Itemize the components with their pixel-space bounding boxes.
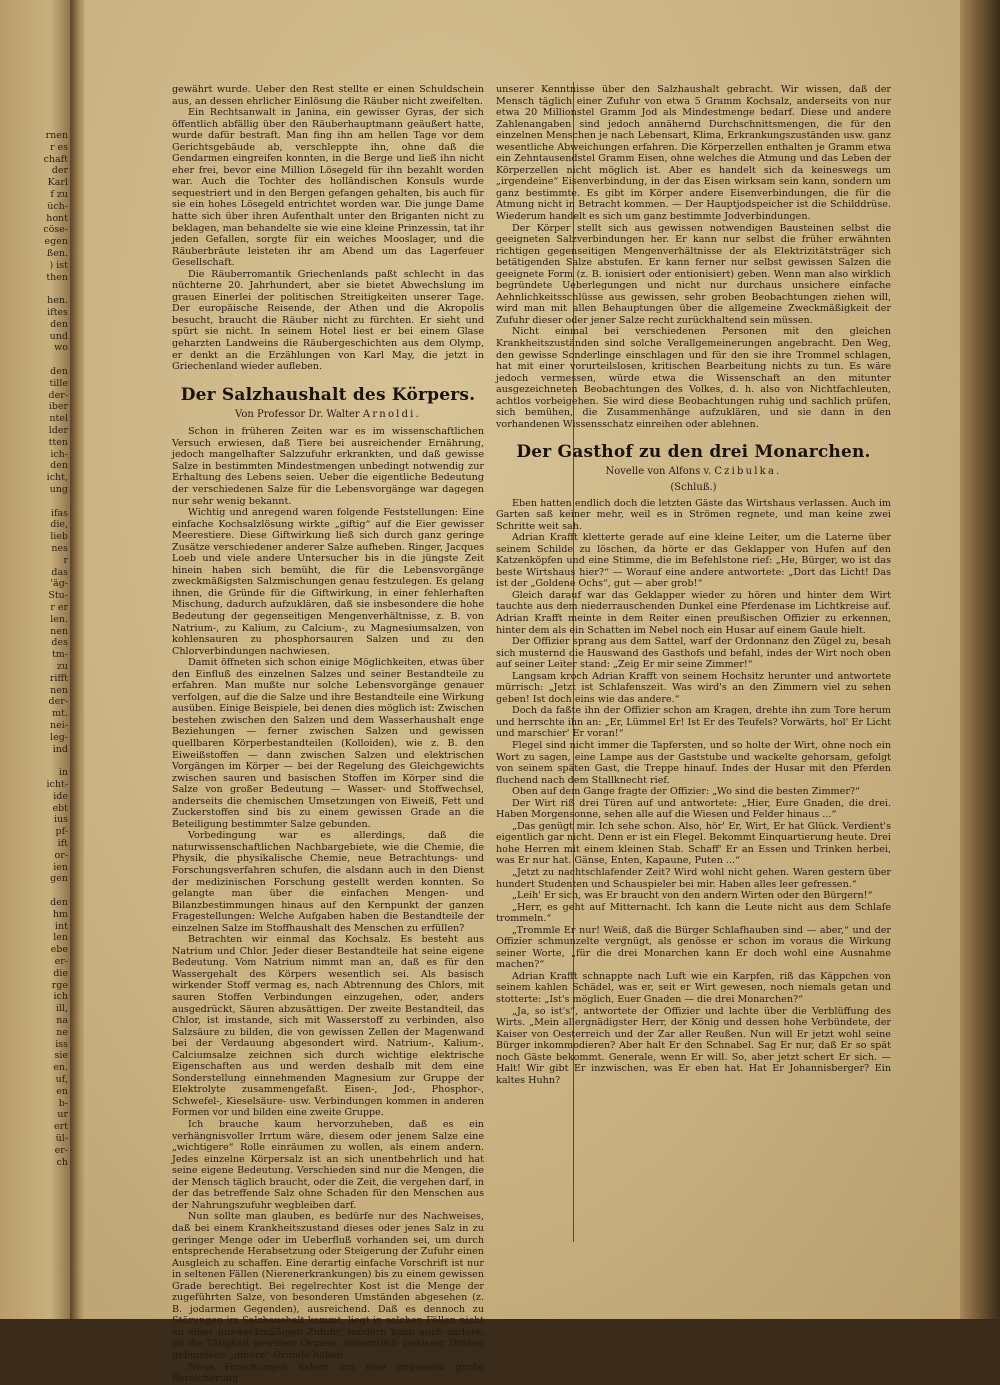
- margin-fragment: ung: [49, 484, 68, 495]
- margin-fragment: tm-: [51, 649, 68, 661]
- article-byline: [172, 409, 484, 421]
- paragraph: Die Räuberromantik Griechenlands paßt schlecht in das nüchterne 20. Jahrhundert, aber sie bietet Abwechslung im grauen Einerlei der politischen Streitigkeiten unserer Tage. Der europäische Reisende, der Athen und die Akropolis besucht, braucht die Räuber nicht zu fürchten. Er sieht und spürt sie nicht. In seinem Hotel liest er bei einem Glase geharzten Landweins die Räubergeschichten aus dem Olymp, er denkt an die Erzählungen von Karl May, die jetzt in Griechenland wieder aufleben.: [172, 268, 484, 373]
- margin-fragment: ift: [57, 838, 68, 849]
- margin-fragment: b-: [58, 1097, 68, 1109]
- byline-prefix: Von Professor Dr. Walter: [235, 408, 360, 420]
- margin-fragment: nen: [50, 684, 68, 696]
- margin-fragment: pf-: [55, 826, 68, 838]
- margin-fragment: der: [51, 165, 68, 177]
- margin-fragment: 'äg-: [50, 578, 68, 590]
- margin-fragment: ßen.: [46, 248, 68, 259]
- margin-fragment: nei-: [50, 720, 68, 731]
- margin-fragment: ert: [54, 1121, 68, 1133]
- margin-fragment: r es: [49, 141, 68, 153]
- story-title-gasthof: Der Gasthof zu den drei Monarchen.: [516, 442, 871, 463]
- margin-fragment: der-: [48, 389, 68, 401]
- story-paragraph: Doch da faßte ihn der Offizier schon am Kragen, drehte ihn zum Tore herum und herrschte ihn an: „Er, Lümmel Er! Ist Er des Teufels? Vorwärts, hol' Er Licht und marschier' Er voran!“: [496, 705, 891, 740]
- margin-fragment: uf,: [55, 1074, 68, 1085]
- margin-fragment: der-: [48, 696, 68, 708]
- margin-fragment: int: [55, 920, 68, 932]
- story-subtitle: [496, 466, 891, 478]
- margin-fragment: then: [46, 271, 68, 283]
- margin-fragment: ide: [53, 790, 68, 802]
- margin-fragment: ebt: [52, 802, 68, 814]
- story-paragraph: Adrian Krafft schnappte nach Luft wie ein Karpfen, riß das Käppchen von seinem kahlen Schädel, was er, seit er Wirt gewesen, noch niemals getan und stotterte: „Ist's möglich, Euer Gnaden — die drei Monarchen?“: [496, 970, 891, 1006]
- paragraph: Vorbedingung war es allerdings, daß die naturwissenschaftlichen Nachbargebiete, wie die Chemie, die Physik, die physikalische Chemie, neue Betrachtungs- und Forschungsverfahren schufen, die alsdann auch in den Dienst der medizinischen Forschung gestellt werden konnten. So gelangte man über die einfachen Mengen- und Bilanzbestimmungen hinaus auf den Kernpunkt der ganzen Fragestellungen: Welche Aufgaben haben die Bestandteile der einzelnen Salze im Stoffhaushalt des Menschen zu erfüllen?: [172, 830, 484, 934]
- margin-fragment: ur: [57, 1109, 68, 1121]
- margin-fragment: en.: [53, 1062, 68, 1074]
- byline-author: Arnoldi.: [362, 408, 421, 420]
- margin-fragment: er-: [54, 956, 68, 967]
- paragraph: Nicht einmal bei verschiedenen Personen mit den gleichen Krankheitszuständen sind solche Verallgemeinerungen angebracht. Den Weg, den gewisse Sonderlinge einschlagen und für den sie ihre Trommel schlagen, hat mit einer vorurteilslosen, kritischen Bearbeitung nichts zu tun. Es wäre jedoch vermessen, würde etwa die Wissenschaft an den mitunter ausgezeichneten Beobachtungen des Volkes, d. h. also von Nichtfachleuten, achtlos vorbeigehen. Sie wird diese Beobachtungen ruhig und sachlich prüfen, sich bemühen, die Zusammenhänge aufzuklären, und sie dann in den vorhandenen Wissensschatz einreihen oder ablehnen.: [496, 326, 891, 430]
- right-column: [496, 84, 891, 1234]
- story-sub-prefix: Novelle von Alfons v.: [605, 466, 712, 478]
- paragraph: Ich brauche kaum hervorzuheben, daß es ein verhängnisvoller Irrtum wäre, diesem oder jenem Salze eine „wichtigere“ Rolle einräumen zu wollen, als einem andern. Jedes einzelne Körpersalz ist an sich unentbehrlich und hat seine eigene Bedeutung. Verschieden sind nur die Mengen, die der Mensch täglich braucht, oder die Zeit, die vergehen darf, in der das betreffende Salz ohne Schaden für den Menschen aus der Nahrungszufuhr wegbleiben darf.: [172, 1119, 484, 1211]
- margin-fragment: na: [56, 1015, 68, 1026]
- margin-fragment: r: [63, 554, 68, 566]
- story-conclusion-note: (Schluß.): [670, 481, 717, 493]
- margin-fragment: wo: [54, 342, 68, 354]
- margin-fragment: iber: [48, 401, 68, 413]
- story-paragraph: „Ja, so ist's“, antwortete der Offizier und lachte über die Verblüffung des Wirts. „Mein allergnädigster Herr, der König und dessen hohe Verbündete, der Kaiser von Oesterreich und der Zar aller Reußen. Nun will Er jetzt wohl seine Bürger inkommodieren? Aber halt Er den Schnabel. Sag Er nur, daß Er so spät noch Gäste bekommt. Generale, wenn Er will. So, aber jetzt schert Er sich. — Halt! Wir gibt Er inzwischen, was Er eben hat. Hat Er Johannisberger? Ein kaltes Huhn?: [496, 1005, 891, 1086]
- margin-fragment: nes: [51, 543, 68, 554]
- newspaper-page: [84, 0, 960, 1385]
- story-paragraph: „Jetzt zu nachtschlafender Zeit? Wird wohl nicht gehen. Waren gestern über hundert Studenten und Schauspieler bei mir. Haben alles leer gefressen.“: [496, 867, 891, 890]
- paragraph: Betrachten wir einmal das Kochsalz. Es besteht aus Natrium und Chlor. Jeder dieser Bestandteile hat seine eigene Bedeutung. Vom Natrium nimmt man an, daß es für den Wassergehalt des Körpers wesentlich sei. Als basisch wirkender Stoff vermag es, nach Abtrennung des Chlors, mit sauren Stoffen Verbindungen einzugehen, oder, anders ausgedrückt, Säuren abzusättigen. Der zweite Bestandteil, das Chlor, ist imstande, sich mit Wasserstoff zu verbinden, also Salzsäure zu bilden, die von gewissen Zellen der Magenwand bei der Verdauung abgesondert wird. Natrium-, Kalium-, Calciumsalze zeichnen sich durch wichtige elektrische Eigenschaften aus und werden deshalb mit dem eine Sonderstellung einnehmenden Magnesium zur Gruppe der Elektrolyte zusammengefaßt. Eisen-, Jod-, Phosphor-, Schwefel-, Kieselsäure- usw. Verbindungen kommen in anderen Formen vor und bilden eine zweite Gruppe.: [172, 934, 484, 1119]
- story-paragraph: Gleich darauf war das Geklapper wieder zu hören und hinter dem Wirt tauchte aus dem niederrauschenden Dunkel eine Pferdenase im Lichtkreise auf. Adrian Krafft meinte in dem Reiter einen preußischen Offizier zu erkennen, hinter dem als ein Schatten im Nebel noch ein Husar auf einem Gaule hielt.: [496, 589, 891, 636]
- margin-fragment: hont: [46, 212, 68, 224]
- story-paragraph: Adrian Krafft kletterte gerade auf eine kleine Leiter, um die Laterne über seinem Schilde zu löschen, da hörte er das Geklapper von Hufen auf den Katzenköpfen und eine Stimme, die im Befehlstone rief: „He, Bürger, wo ist das beste Wirtshaus hier?“ — Worauf eine andere antwortete: „Dort das Licht! Das ist der „Goldene Ochs“, gut — aber grob!“: [496, 532, 891, 590]
- margin-fragment: cöse-: [43, 224, 68, 236]
- paragraph: unserer Kenntnisse über den Salzhaushalt gebracht. Wir wissen, daß der Mensch täglich einer Zufuhr von etwa 5 Gramm Kochsalz, anderseits von nur etwa 20 Millionstel Gramm Jod als Mindestmenge bedarf. Diese und andere Zahlenangaben sind jedoch annähernd Durchschnittsmengen, die für den einzelnen Menschen je nach Lebensart, Klima, Erkrankungszuständen usw. ganz wesentliche Abweichungen erfahren. Die Körperzellen enthalten je Gramm etwa ein Zehntausendstel Gramm Eisen, ohne welches die Atmung und das Leben der Körperzellen nicht möglich ist. Aber es handelt sich da keineswegs um „irgendeine“ Eisenverbindung, in der das Eisen wirksam sein kann, sondern um ganz bestimmte. Es gibt im Körper andere Eisenverbindungen, die für die Atmung nicht in Betracht kommen. — Der Hauptjodspeicher ist die Schilddrüse. Wiederum handelt es sich um ganz bestimmte Jodverbindungen.: [496, 84, 891, 223]
- margin-fragment: Karl: [47, 177, 68, 189]
- story-author: Czibulka.: [714, 466, 782, 478]
- story-paragraph: „Trommle Er nur! Weiß, daß die Bürger Schlafhauben sind — aber,“ und der Offizier schmunzelte vergnügt, als genösse er schon im voraus die Wirkung seiner Worte, „für die drei Monarchen kann Er doch wohl eine Ausnahme machen?“: [496, 924, 891, 971]
- margin-fragment: die,: [50, 519, 68, 531]
- margin-fragment: zu: [56, 661, 68, 672]
- story-paragraph: „Das genügt mir. Ich sehe schon. Also, hör' Er, Wirt, Er hat Glück. Verdient's eigentlich gar nicht. Denn er ist ein Flegel. Bekommt Einquartierung heute. Drei hohe Herren mit einem kleinen Stab. Schaff' Er an Essen und Trinken herbei, was Er nur hat. Gänse, Enten, Kapaune, Puten ...“: [496, 820, 891, 867]
- margin-fragment: ind: [52, 743, 68, 755]
- margin-fragment: das: [51, 566, 68, 578]
- story-paragraph: Langsam kroch Adrian Krafft von seinem Hochsitz herunter und antwortete mürrisch: „Jetzt ist Schlafenszeit. Was wird's an den Zimmern viel zu sehen geben! Ist doch eins wie das andere.“: [496, 670, 891, 705]
- margin-fragment: ne: [56, 1026, 68, 1038]
- margin-fragment: den: [50, 897, 68, 908]
- margin-fragment: iss: [55, 1038, 68, 1050]
- margin-fragment: ifas: [50, 507, 68, 519]
- margin-fragment: lder: [48, 425, 68, 436]
- margin-fragment: ) ist: [49, 259, 68, 271]
- paragraph: Wichtig und anregend waren folgende Feststellungen: Eine einfache Kochsalzlösung wirkte „giftig“ auf die Eier gewisser Meerestiere. Diese Giftwirkung ließ sich durch ganz geringe Zusätze verschiedener anderer Salze aufheben. Ringer, Jacques Loeb und viele andere Untersucher bis in die jüngste Zeit hinein haben sich bemüht, die für die Lebensvorgänge zweckmäßigsten Salzmischungen genau festzulegen. Es gelang ihnen, die Gründe für die Giftwirkung, in einer fehlerhaften Mischung, dadurch aufzuklären, daß sie insbesondere die hohe Bedeutung der gegenseitigen Mengenverhältnisse, z. B. von Natrium-, zu Kalium, zu Calcium-, zu Magnesiumsalzen, von kohlensauren zu phosphorsauren Salzen und zu den Chlorverbindungen nachwiesen.: [172, 507, 484, 657]
- margin-fragment: Stu-: [48, 590, 68, 602]
- margin-fragment: tten: [48, 436, 68, 448]
- margin-fragment: chaft: [43, 153, 68, 165]
- margin-fragment: hen.: [47, 295, 68, 307]
- margin-fragment: rnen: [45, 130, 68, 141]
- margin-fragment: len: [53, 932, 68, 944]
- paragraph: Damit öffneten sich schon einige Möglichkeiten, etwas über den Einfluß des einzelnen Salzes und seiner Bestandteile zu erfahren. Man mußte nur solche Lebensvorgänge genauer verfolgen, auf die die Salze und ihre Bestandteile eine Wirkung ausüben. Einige Beispiele, bei denen dies möglich ist: Zwischen bestehen zwischen den Salzen und dem Wasserhaushalt enge Beziehungen — ferner zwischen Salzen und gewissen quellbaren Körperbestandteilen (Kolloiden), wie z. B. den Eiweißstoffen — dann zwischen Salzen und elektrischen Vorgängen im Körper — bei der Regelung des Gleichgewichts zwischen sauren und basischen Stoffen im Körper sind die Salze von großer Bedeutung — Wasser- und Stoffwechsel, anderseits die chemischen Umsetzungen von Eiweiß, Fett und Zuckerstoffen sind bis zu einem gewissen Grade an die Beteiligung bestimmter Salze gebunden.: [172, 657, 484, 830]
- margin-fragment: üch-: [47, 200, 68, 212]
- paragraph: Nun sollte man glauben, es bedürfe nur des Nachweises, daß bei einem Krankheitszustand dieses oder jenes Salz in zu geringer Menge oder im Ueberfluß vorhanden sei, um durch entsprechende Herabsetzung oder Steigerung der Zufuhr einen Ausgleich zu schaffen. Eine derartig einfache Vorschrift ist nur in seltenen Fällen (Nierenerkrankungen) bis zu einem gewissen Grade berechtigt. Bei regelrechter Kost ist die Menge der zugeführten Salze, von besonderen Umständen abgesehen (z. B. jodarmen Gegenden), ausreichend. Daß es dennoch zu Störungen im Salzhaushalt kommt, liegt in solchen Fällen nicht an einer unzweckmäßigen Zufuhr, sondern kann auch andere, an die Tätigkeit gewisser Organe, namentlich gewisser Drüsen gebundene „innere“ Gründe haben.: [172, 1211, 484, 1361]
- paragraph: Der Körper stellt sich aus gewissen notwendigen Bausteinen selbst die geeigneten Salzverbindungen her. Er kann nur selbst die früher erwähnten richtigen gegenseitigen Mengenverhältnisse der als Elektrizitätsträger sich betätigenden Salze abstufen. Er kann ferner nur selbst gewissen Salzen die geeignete Form (z. B. ionisiert oder entionisiert) geben. Wenn man also wirklich begründete Ueberlegungen und nicht nur durchaus unsichere einfache Aehnlichkeitsschlüsse aus gewissen, sehr groben Beobachtungen ziehen will, wird man mit allen Behauptungen über die allgemeine Zweckmäßigkeit der Zufuhr dieser oder jener Salze recht zurückhaltend sein müssen.: [496, 222, 891, 326]
- margin-fragment: iftes: [47, 307, 68, 318]
- margin-fragment: rifft: [49, 672, 68, 684]
- left-column: [0, 84, 484, 1385]
- story-body: [496, 498, 891, 1087]
- paragraph: gewährt wurde. Ueber den Rest stellte er einen Schuldschein aus, an dessen ehrlicher Einlösung die Räuber nicht zweifelten.: [172, 84, 484, 107]
- margin-fragment: den: [50, 366, 68, 377]
- story-paragraph: „Leih' Er sich, was Er braucht von den andern Wirten oder den Bürgern!“: [512, 890, 873, 902]
- margin-fragment: ius: [53, 814, 68, 826]
- margin-fragment: egen: [44, 236, 68, 248]
- margin-fragment: sie: [54, 1050, 68, 1062]
- margin-fragment: ich: [53, 991, 68, 1003]
- story-paragraph: Oben auf dem Gange fragte der Offizier: „Wo sind die besten Zimmer?“: [512, 786, 860, 798]
- margin-fragment: icht-: [46, 779, 68, 790]
- margin-fragment: nen: [50, 625, 68, 637]
- margin-fragment: leg-: [50, 731, 68, 743]
- paragraph: Neue Forschungen haben uns eine ungemein große Bereicherung: [172, 1361, 484, 1385]
- margin-fragment: or-: [54, 849, 68, 861]
- margin-fragment: ül-: [55, 1133, 68, 1144]
- story-paragraph: Der Offizier sprang aus dem Sattel, warf der Ordonnanz den Zügel zu, besah sich musternd die Hauswand des Gasthofs und befahl, indes der Wirt noch oben auf seiner Leiter stand: „Zeig Er mir seine Zimmer!“: [496, 636, 891, 671]
- paragraph: Schon in früheren Zeiten war es im wissenschaftlichen Versuch erwiesen, daß Tiere bei ausreichender Ernährung, jedoch mangelhafter Salzzufuhr erkrankten, und daß gewisse Salze in bestimmten Mindestmengen unbedingt notwendig zur Erhaltung des Lebens seien. Ueber die eigentliche Bedeutung der verschiedenen Salze für die Lebensvorgänge war dagegen nur sehr wenig bekannt.: [172, 426, 484, 507]
- book-binding-edge: [960, 0, 1000, 1319]
- article-title-salzhaushalt: Der Salzhaushalt des Körpers.: [180, 384, 476, 405]
- margin-fragment: en: [56, 1085, 68, 1097]
- margin-fragment: ebe: [50, 944, 68, 956]
- story-paragraph: Der Wirt riß drei Türen auf und antwortete: „Hier, Eure Gnaden, die drei. Haben Morgensonne, sehen alle auf die Wiesen und Felder hinaus ...“: [496, 797, 891, 821]
- story-paragraph: Eben hatten endlich doch die letzten Gäste das Wirtshaus verlassen. Auch im Garten saß keiner mehr, weil es in Strömen regnete, und man keine zwei Schritte weit sah.: [496, 497, 891, 532]
- margin-fragment: tille: [49, 377, 68, 389]
- margin-fragment: den: [50, 460, 68, 472]
- margin-fragment: in: [58, 767, 68, 779]
- margin-fragment: den: [50, 318, 68, 330]
- margin-fragment: f zu: [50, 189, 68, 200]
- margin-fragment: ien: [53, 861, 68, 873]
- story-paragraph: „Herr, es geht auf Mitternacht. Ich kann die Leute nicht aus dem Schlafe trommeln.“: [496, 901, 891, 925]
- margin-fragment: ntel: [49, 413, 68, 425]
- margin-fragment: hm: [52, 908, 68, 920]
- margin-fragment: ich-: [50, 448, 68, 460]
- margin-fragment: er-: [54, 1144, 68, 1156]
- margin-fragment: r er: [50, 602, 68, 613]
- margin-fragment: icht,: [46, 472, 68, 484]
- margin-fragment: ch: [56, 1156, 68, 1168]
- paragraph: Ein Rechtsanwalt in Janina, ein gewisser Gyras, der sich öffentlich abfällig über den Räuberhauptmann geäußert hatte, wurde dafür bestraft. Man fing ihn am hellen Tage vor dem Gerichtsgebäude ab, verschleppte ihn, ohne daß die Gendarmen eingreifen konnten, in die Berge und ließ ihn nicht eher frei, bevor eine Million Lösegeld für ihn bezahlt worden war. Auch die Tochter des holländischen Konsuls wurde sequestriert und in den Bergen gefangen gehalten, bis auch für sie ein hohes Lösegeld entrichtet worden war. Die junge Dame hatte sich über ihren Aufenthalt unter den Briganten nicht zu beklagen, man behandelte sie wie eine kleine Prinzessin, tat ihr jeden Gefallen, sorgte für ein weiches Mooslager, und die Räuberbräute leisteten ihr am Abend um das Lagerfeuer Gesellschaft.: [172, 107, 484, 269]
- margin-fragment: mt.: [52, 708, 68, 720]
- margin-fragment: des: [51, 637, 68, 649]
- margin-fragment: gen: [50, 873, 68, 885]
- margin-fragment: ill,: [55, 1003, 68, 1015]
- margin-fragment: die: [53, 967, 68, 979]
- story-paragraph: Flegel sind nicht immer die Tapfersten, und so holte der Wirt, ohne noch ein Wort zu sagen, eine Lampe aus der Gaststube und wackelte gehorsam, gefolgt von seinem späten Gast, die Treppe hinauf. Indes der Husar mit den Pferden fluchend nach dem Stallknecht rief.: [496, 739, 891, 786]
- margin-fragment: rge: [51, 979, 68, 991]
- margin-fragment: und: [49, 330, 68, 342]
- margin-fragment: len.: [50, 613, 68, 625]
- margin-fragment: lieb: [50, 531, 68, 543]
